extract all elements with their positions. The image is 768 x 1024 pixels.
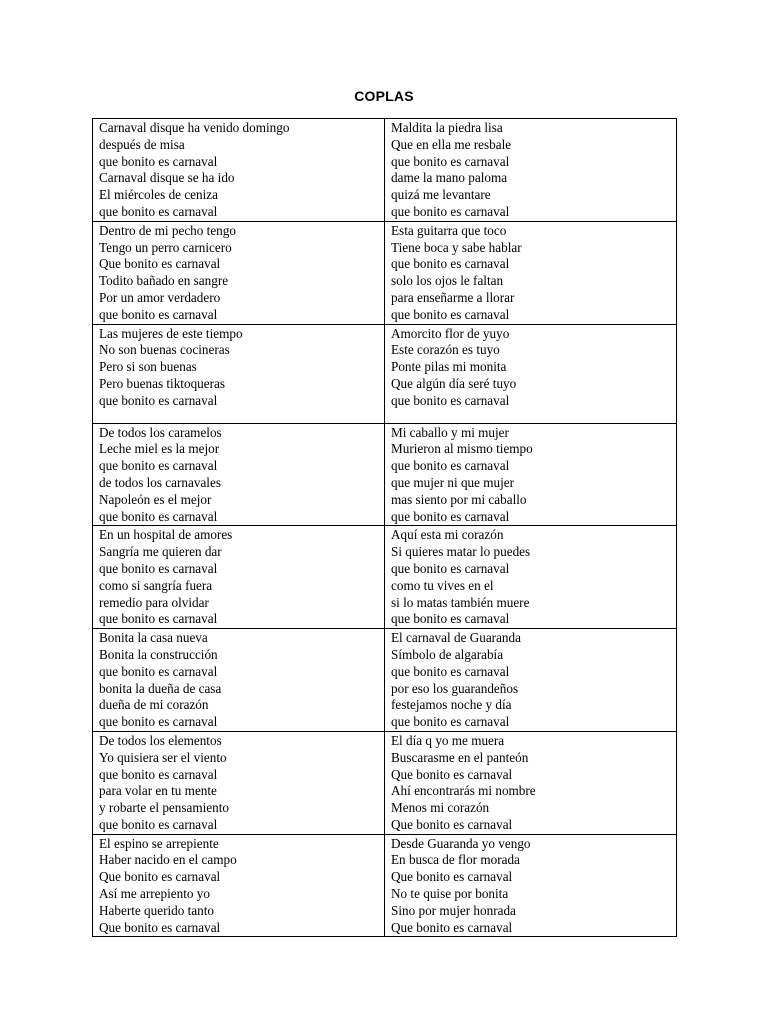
- verse-line: para volar en tu mente: [99, 783, 217, 799]
- verse-line: y robarte el pensamiento: [99, 800, 229, 816]
- verse-line: Que bonito es carnaval: [391, 766, 513, 782]
- verse-line: En un hospital de amores: [99, 527, 233, 543]
- verse-line: Ponte pilas mi monita: [391, 359, 507, 375]
- verse-line: Menos mi corazón: [391, 800, 490, 816]
- copla-cell-left: [93, 423, 385, 526]
- copla-cell-right: [385, 629, 677, 732]
- verse-line: como tu vives en el: [391, 577, 494, 593]
- verse-line: Que algún día seré tuyo: [391, 375, 517, 391]
- verse-line: que bonito es carnaval: [391, 508, 510, 524]
- verse-line: dueña de mi corazón: [99, 697, 209, 713]
- verse-line: que bonito es carnaval: [99, 508, 218, 524]
- verse-line: que bonito es carnaval: [391, 392, 510, 408]
- verse-line: que bonito es carnaval: [391, 663, 510, 679]
- copla-cell-right: [385, 423, 677, 526]
- verse-line: mas siento por mi caballo: [391, 491, 527, 507]
- verse-line: Amorcito flor de yuyo: [391, 325, 510, 341]
- verse-line: que bonito es carnaval: [99, 153, 218, 169]
- copla-cell-right: [385, 221, 677, 324]
- verse-line: que bonito es carnaval: [99, 306, 218, 322]
- verse-line: Buscarasme en el panteón: [391, 749, 529, 765]
- verse-line: Napoleón es el mejor: [99, 491, 212, 507]
- verse-line: que bonito es carnaval: [391, 203, 510, 219]
- copla-cell-left: [93, 324, 385, 423]
- verse-line: El carnaval de Guaranda: [391, 630, 521, 646]
- verse-line: que bonito es carnaval: [391, 306, 510, 322]
- verse-line: festejamos noche y día: [391, 697, 512, 713]
- copla-row: [93, 629, 677, 732]
- verse-line: que bonito es carnaval: [391, 153, 510, 169]
- verse-line: Este corazón es tuyo: [391, 342, 500, 358]
- verse-line: que bonito es carnaval: [391, 458, 510, 474]
- verse-line: para enseñarme a llorar: [391, 289, 515, 305]
- verse-line: quizá me levantare: [391, 187, 491, 203]
- verse-line: No te quise por bonita: [391, 886, 509, 902]
- verse-line: Que bonito es carnaval: [99, 919, 221, 935]
- verse-line: No son buenas cocineras: [99, 342, 230, 358]
- verse-line: En busca de flor morada: [391, 852, 520, 868]
- verse-line: que bonito es carnaval: [99, 458, 218, 474]
- copla-cell-left: [93, 119, 385, 222]
- verse-line: que bonito es carnaval: [99, 714, 218, 730]
- copla-cell-right: [385, 324, 677, 423]
- verse-line: De todos los caramelos: [99, 424, 222, 440]
- copla-cell-right: [385, 119, 677, 222]
- copla-row: [93, 423, 677, 526]
- verse-line: Sangría me quieren dar: [99, 544, 222, 560]
- verse-line: Que bonito es carnaval: [391, 919, 513, 935]
- verse-line: Mi caballo y mi mujer: [391, 424, 509, 440]
- coplas-table-body: [93, 119, 677, 937]
- copla-cell-left: [93, 221, 385, 324]
- verse-line: Las mujeres de este tiempo: [99, 325, 243, 341]
- verse-line: Bonita la construcción: [99, 646, 218, 662]
- verse-line: como si sangría fuera: [99, 577, 213, 593]
- verse-line: Yo quisiera ser el viento: [99, 749, 227, 765]
- verse-line: que bonito es carnaval: [99, 203, 218, 219]
- verse-line: remedio para olvidar: [99, 594, 209, 610]
- verse-line: Esta guitarra que toco: [391, 222, 507, 238]
- verse-line: bonita la dueña de casa: [99, 680, 222, 696]
- verse-line: Sino por mujer honrada: [391, 902, 516, 918]
- copla-cell-right: [385, 834, 677, 937]
- verse-line: Pero si son buenas: [99, 359, 197, 375]
- verse-line: que bonito es carnaval: [99, 560, 218, 576]
- copla-cell-left: [93, 526, 385, 629]
- verse-line: Leche miel es la mejor: [99, 441, 220, 457]
- verse-line: El día q yo me muera: [391, 732, 505, 748]
- verse-line: Dentro de mi pecho tengo: [99, 222, 236, 238]
- verse-line: Que bonito es carnaval: [99, 869, 221, 885]
- verse-line: Pero buenas tiktoqueras: [99, 375, 225, 391]
- verse-line: que bonito es carnaval: [391, 560, 510, 576]
- verse-line: Tengo un perro carnicero: [99, 239, 232, 255]
- verse-line: por eso los guarandeños: [391, 680, 519, 696]
- verse-line: que bonito es carnaval: [99, 392, 218, 408]
- verse-line: Que bonito es carnaval: [391, 816, 513, 832]
- verse-line: solo los ojos le faltan: [391, 273, 504, 289]
- verse-line: Que bonito es carnaval: [99, 256, 221, 272]
- coplas-table: [92, 118, 677, 937]
- verse-line: Así me arrepiento yo: [99, 886, 210, 902]
- copla-row: [93, 834, 677, 937]
- verse-line: Que bonito es carnaval: [391, 869, 513, 885]
- verse-line: Maldita la piedra lisa: [391, 120, 503, 135]
- verse-line: Tiene boca y sabe hablar: [391, 239, 522, 255]
- verse-line: Carnaval disque ha venido domingo: [99, 120, 290, 135]
- verse-line: si lo matas también muere: [391, 594, 530, 610]
- copla-cell-right: [385, 526, 677, 629]
- verse-line: que bonito es carnaval: [99, 663, 218, 679]
- verse-line: Haber nacido en el campo: [99, 852, 237, 868]
- verse-line: de todos los carnavales: [99, 474, 221, 490]
- verse-line: Carnaval disque se ha ido: [99, 170, 235, 186]
- verse-line: que bonito es carnaval: [99, 766, 218, 782]
- verse-line: De todos los elementos: [99, 732, 222, 748]
- verse-line: Desde Guaranda yo vengo: [391, 835, 531, 851]
- verse-line: que bonito es carnaval: [99, 611, 218, 627]
- verse-line: que bonito es carnaval: [391, 714, 510, 730]
- verse-line: Si quieres matar lo puedes: [391, 544, 531, 560]
- copla-cell-left: [93, 629, 385, 732]
- verse-line: que bonito es carnaval: [391, 611, 510, 627]
- verse-line: Aquí esta mi corazón: [391, 527, 504, 543]
- copla-cell-left: [93, 731, 385, 834]
- copla-row: [93, 324, 677, 423]
- copla-row: [93, 221, 677, 324]
- verse-line: dame la mano paloma: [391, 170, 508, 186]
- verse-line: El miércoles de ceniza: [99, 187, 218, 203]
- verse-line: Que en ella me resbale: [391, 136, 512, 152]
- copla-cell-left: [93, 834, 385, 937]
- copla-row: [93, 526, 677, 629]
- page-title: COPLAS: [354, 88, 414, 104]
- verse-line: que mujer ni que mujer: [391, 474, 515, 490]
- verse-line: que bonito es carnaval: [391, 256, 510, 272]
- verse-line: Bonita la casa nueva: [99, 630, 208, 646]
- verse-line: Murieron al mismo tiempo: [391, 441, 533, 457]
- copla-cell-right: [385, 731, 677, 834]
- verse-line: Todito bañado en sangre: [99, 273, 229, 289]
- verse-line: Ahí encontrarás mi nombre: [391, 783, 536, 799]
- copla-row: [93, 731, 677, 834]
- verse-line: Haberte querido tanto: [99, 902, 214, 918]
- verse-line: El espino se arrepiente: [99, 835, 219, 851]
- verse-line: Símbolo de algarabía: [391, 646, 504, 662]
- copla-row: [93, 119, 677, 222]
- verse-line: Por un amor verdadero: [99, 289, 221, 305]
- verse-line: después de misa: [99, 136, 185, 152]
- verse-line: que bonito es carnaval: [99, 816, 218, 832]
